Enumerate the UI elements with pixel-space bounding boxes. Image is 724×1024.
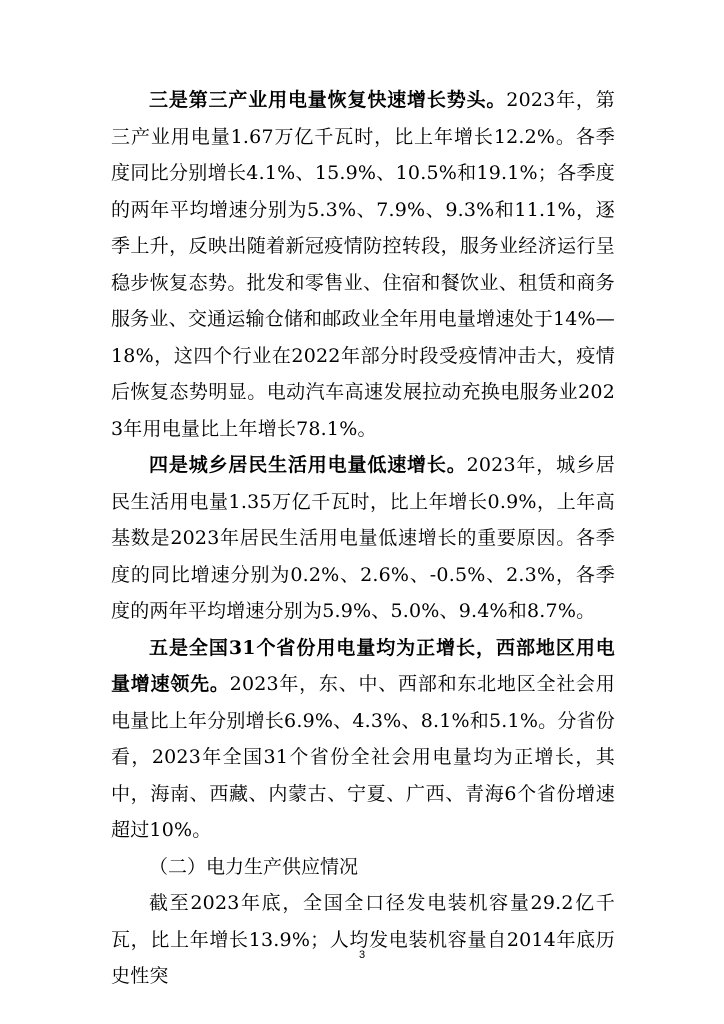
paragraph-lead: 三是第三产业用电量恢复快速增长势头。 — [149, 89, 507, 111]
document-body — [111, 82, 615, 995]
paragraph-text: 截至2023年底，全国全口径发电装机容量29.2亿千瓦，比上年增长13.9%；人均发电装机容量自2014年底历史性突 — [111, 892, 615, 987]
paragraph-residential — [111, 447, 615, 630]
paragraph-text: 2023年，城乡居民生活用电量1.35万亿千瓦时，比上年增长0.9%，上年高基数是2023年居民生活用电量低速增长的重要原因。各季度的同比增速分别为0.2%、2.6%、-0.5%、2.3%，各季度的两年平均增速分别为5.9%、5.0%、9.4%和8.7%。 — [111, 454, 615, 622]
paragraph-text: 2023年，东、中、西部和东北地区全社会用电量比上年分别增长6.9%、4.3%、8.1%和5.1%。分省份看，2023年全国31个省份全社会用电量均为正增长，其中，海南、西藏、内蒙古、宁夏、广西、青海6个省份增速超过10%。 — [111, 673, 615, 841]
paragraph-text: 2023年，第三产业用电量1.67万亿千瓦时，比上年增长12.2%。各季度同比分别增长4.1%、15.9%、10.5%和19.1%；各季度的两年平均增速分别为5.3%、7.9%、9.3%和11.1%，逐季上升，反映出随着新冠疫情防控转段，服务业经济运行呈稳步恢复态势。批发和零售业、住宿和餐饮业、租赁和商务服务业、交通运输仓储和邮政业全年用电量增速处于14%—18%，这四个行业在2022年部分时段受疫情冲击大，疫情后恢复态势明显。电动汽车高速发展拉动充换电服务业2023年用电量比上年增长78.1%。 — [111, 89, 615, 440]
section-heading: （二）电力生产供应情况 — [149, 855, 359, 878]
paragraph-tertiary-industry — [111, 82, 615, 447]
paragraph-installed-capacity — [111, 885, 615, 995]
page-number: 3 — [358, 949, 366, 961]
paragraph-lead: 五是全国31个省份用电量均为正增长，西部地区用电量增速领先。 — [111, 636, 615, 695]
paragraph-provinces — [111, 630, 615, 849]
paragraph-lead: 四是城乡居民生活用电量低速增长。 — [149, 454, 467, 476]
